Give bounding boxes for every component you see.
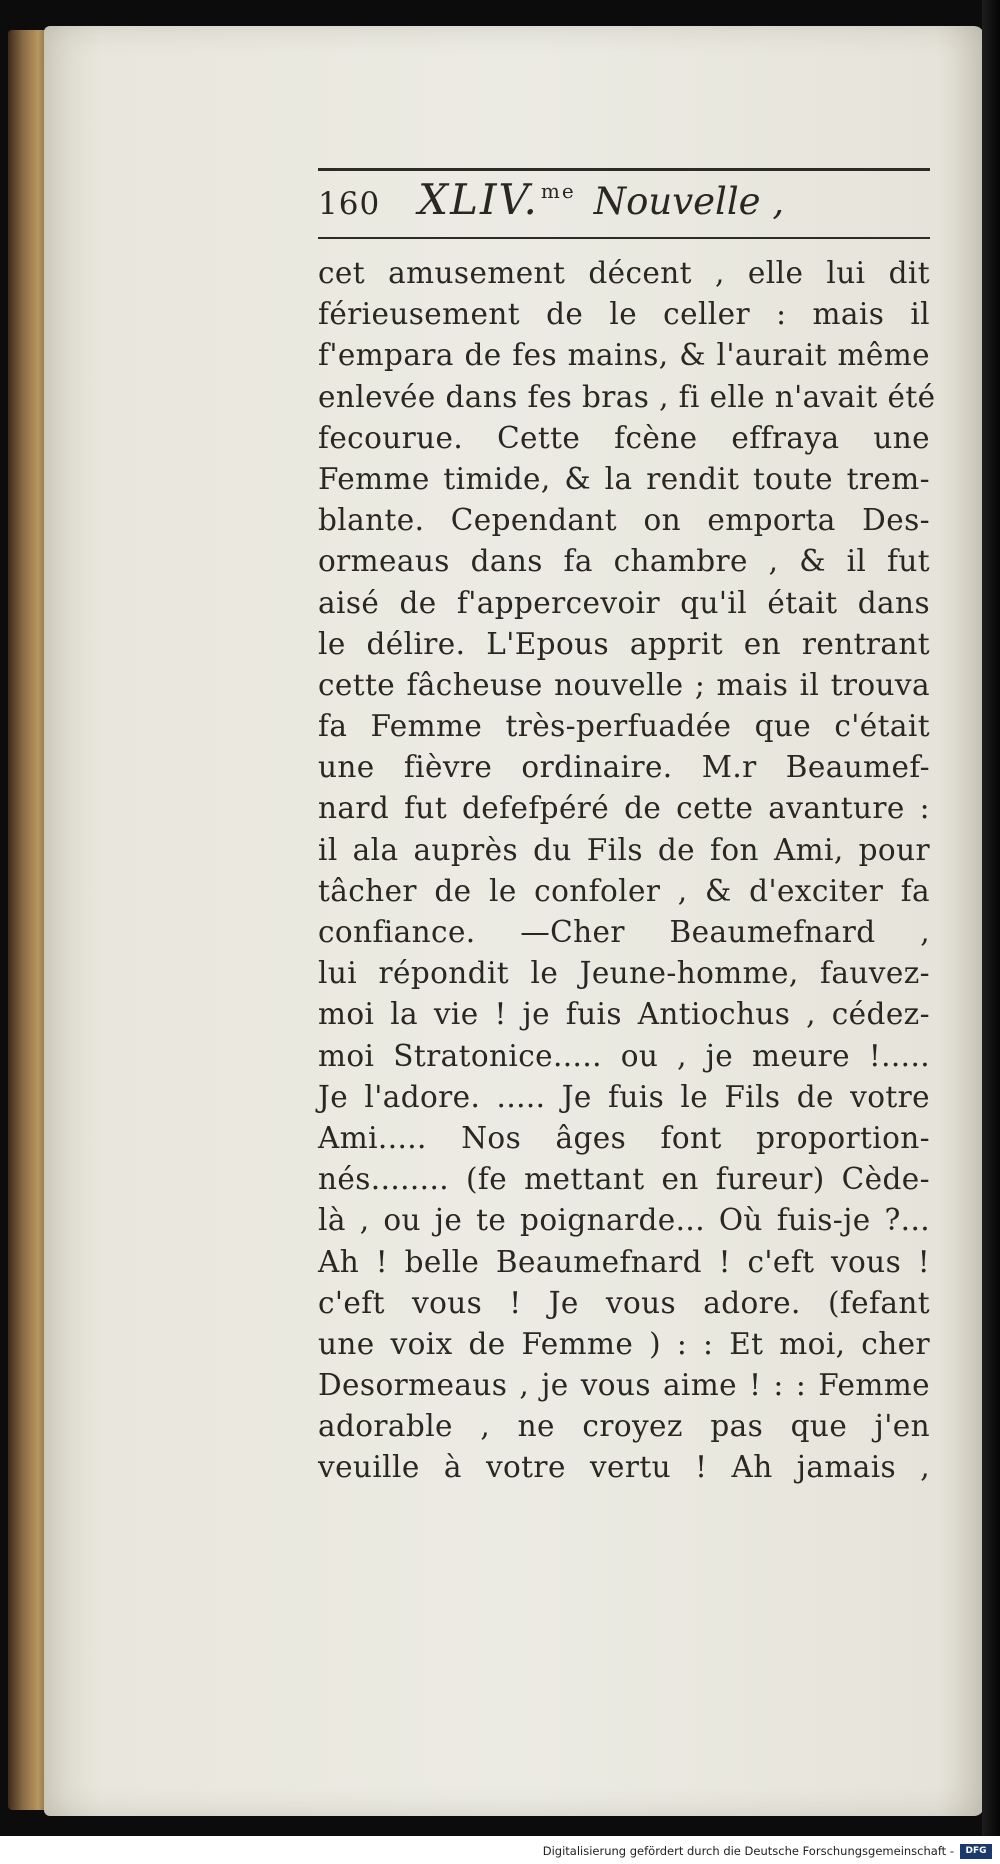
text-line: Je l'adore. ..... Je fuis le Fils de votre <box>318 1079 930 1114</box>
text-line: Desormeaus , je vous aime ! : : Femme <box>318 1368 930 1403</box>
text-line: blante. Cependant on emporta Des- <box>318 503 930 538</box>
text-line: cette fâcheuse nouvelle ; mais il trouva <box>318 667 930 702</box>
text-line: c'eft vous ! Je vous adore. (fefant <box>318 1285 930 1320</box>
text-line: veuille à votre vertu ! Ah jamais , <box>318 1450 930 1485</box>
chapter-numeral: XLIV. <box>418 175 539 224</box>
text-line: il ala auprès du Fils de fon Ami, pour <box>318 832 930 867</box>
text-line: une fièvre ordinaire. M.r Beaumef- <box>318 750 930 785</box>
text-line: Ami..... Nos âges font proportion- <box>318 1120 930 1155</box>
text-line: fa Femme très-perfuadée que c'était <box>318 709 930 744</box>
text-line: Femme timide, & la rendit toute trem- <box>318 461 930 496</box>
text-line: adorable , ne croyez pas que j'en <box>318 1409 930 1444</box>
text-line: moi Stratonice..... ou , je meure !..... <box>318 1038 930 1073</box>
text-line: là , ou je te poignarde... Où fuis-je ?... <box>318 1203 930 1238</box>
text-line: tâcher de le confoler , & d'exciter fa <box>318 873 930 908</box>
text-line: moi la vie ! je fuis Antiochus , cédez- <box>318 997 930 1032</box>
text-line: Ah ! belle Beaumefnard ! c'eft vous ! <box>318 1244 930 1279</box>
text-line: nard fut defefpéré de cette avanture : <box>318 791 930 826</box>
text-line: férieusement de le celler : mais il <box>318 297 930 332</box>
text-line: ormeaus dans fa chambre , & il fut <box>318 544 930 579</box>
text-line: fecourue. Cette fcène effraya une <box>318 420 930 455</box>
text-line: f'empara de fes mains, & l'aurait même <box>318 338 930 373</box>
header-rule-bottom <box>318 237 930 239</box>
text-line: enlevée dans fes bras , fi elle n'avait été <box>318 379 936 414</box>
page-number: 160 <box>318 186 381 222</box>
digitization-credit: Digitalisierung gefördert durch die Deutsche Forschungsgemeinschaft - <box>542 1844 954 1858</box>
text-line: cet amusement décent , elle lui dit <box>318 256 930 290</box>
dfg-logo: DFG <box>960 1844 992 1859</box>
text-line: une voix de Femme ) : : Et moi, cher <box>318 1326 930 1361</box>
page-text-block <box>318 168 936 1489</box>
text-line: nés........ (fe mettant en fureur) Cède- <box>318 1162 930 1197</box>
text-line: aisé de f'appercevoir qu'il était dans <box>318 585 930 620</box>
body-text <box>318 253 936 1489</box>
digitization-footer <box>0 1836 1000 1864</box>
chapter-number <box>418 175 576 224</box>
running-head <box>318 171 930 237</box>
text-line: le délire. L'Epous apprit en rentrant <box>318 626 930 661</box>
scan-border <box>982 0 1000 1864</box>
chapter-ordinal-suffix: me <box>540 179 576 203</box>
text-line: lui répondit le Jeune-homme, fauvez- <box>318 956 930 991</box>
text-line: confiance. —Cher Beaumefnard , <box>318 915 930 949</box>
running-head-title: Nouvelle , <box>593 180 785 223</box>
